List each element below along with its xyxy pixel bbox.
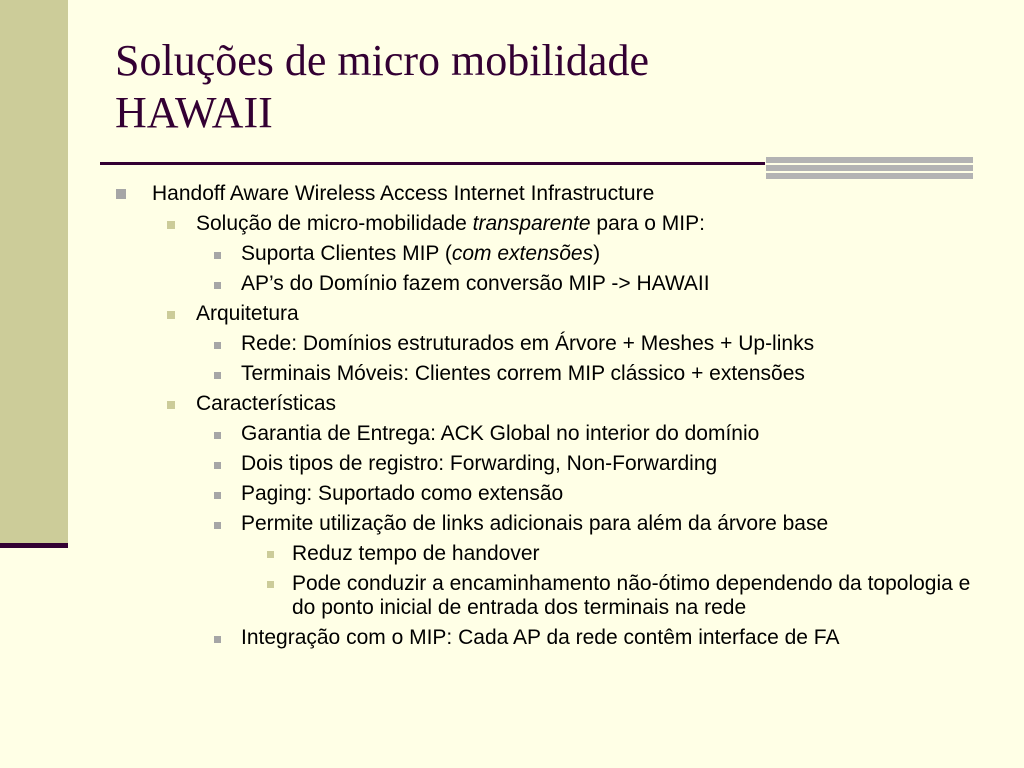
- accent-bars: [766, 157, 973, 179]
- text-italic: transparente: [472, 212, 591, 235]
- square-bullet-icon: [167, 311, 175, 319]
- list-item-level3: [114, 359, 974, 389]
- title-line-2: HAWAII: [115, 87, 273, 137]
- square-bullet-icon: [214, 372, 221, 379]
- list-item-text: Características: [196, 392, 337, 415]
- square-bullet-icon: [116, 189, 126, 199]
- title-line-1: Soluções de micro mobilidade: [115, 36, 649, 85]
- list-item-text: Garantia de Entrega: ACK Global no interior do domínio: [241, 422, 760, 445]
- list-item-level3: [114, 239, 974, 269]
- square-bullet-icon: [167, 401, 175, 409]
- square-bullet-icon: [214, 282, 221, 289]
- list-item-text: [241, 239, 974, 269]
- square-bullet-icon: [214, 342, 221, 349]
- square-bullet-icon: [214, 252, 221, 259]
- list-item-text: AP’s do Domínio fazem conversão MIP -> HAWAII: [241, 272, 710, 295]
- list-item-level1: [114, 179, 974, 209]
- square-bullet-icon: [214, 492, 221, 499]
- text-part: Solução de micro-mobilidade: [196, 212, 473, 235]
- list-item-text: Rede: Domínios estruturados em Árvore + Meshes + Up-links: [241, 332, 815, 355]
- title-rule: [100, 162, 765, 165]
- list-item-text: Paging: Suportado como extensão: [241, 482, 564, 505]
- list-item-level3: [114, 509, 974, 539]
- square-bullet-icon: [214, 432, 221, 439]
- slide-title: [115, 35, 995, 139]
- list-item-text: [196, 209, 974, 239]
- accent-bar: [766, 157, 973, 163]
- list-item-text: Pode conduzir a encaminhamento não-ótimo dependendo da topologia e do ponto inicial de entrada dos terminais na rede: [292, 572, 971, 619]
- list-item-level3: [114, 329, 974, 359]
- square-bullet-icon: [214, 636, 221, 643]
- square-bullet-icon: [214, 462, 221, 469]
- list-item-level4: [114, 539, 974, 569]
- square-bullet-icon: [267, 581, 274, 588]
- list-item-level3: [114, 269, 974, 299]
- list-item-text: Reduz tempo de handover: [292, 542, 540, 565]
- list-item-text: Integração com o MIP: Cada AP da rede contêm interface de FA: [241, 626, 840, 649]
- sidebar-decoration: [0, 0, 68, 545]
- list-item-text: Dois tipos de registro: Forwarding, Non-Forwarding: [241, 452, 718, 475]
- list-item-text: Arquitetura: [196, 302, 299, 325]
- list-item-text: Terminais Móveis: Clientes correm MIP clássico + extensões: [241, 362, 805, 385]
- square-bullet-icon: [267, 551, 274, 558]
- list-item-text: Permite utilização de links adicionais para além da árvore base: [241, 512, 829, 535]
- bullet-list: [114, 179, 974, 653]
- square-bullet-icon: [214, 522, 221, 529]
- list-item-level4: [114, 569, 974, 623]
- sidebar-rule: [0, 543, 68, 548]
- text-italic: com extensões: [451, 242, 594, 265]
- list-item-text: Handoff Aware Wireless Access Internet Infrastructure: [152, 182, 655, 205]
- list-item-level3: [114, 449, 974, 479]
- text-part: ): [593, 242, 601, 265]
- text-part: Suporta Clientes MIP (: [241, 242, 452, 265]
- square-bullet-icon: [167, 221, 175, 229]
- list-item-level3: [114, 479, 974, 509]
- list-item-level3: [114, 623, 974, 653]
- text-part: para o MIP:: [590, 212, 705, 235]
- accent-bar: [766, 165, 973, 171]
- slide-content: [114, 179, 974, 653]
- list-item-level2: [114, 209, 974, 239]
- list-item-level3: [114, 419, 974, 449]
- list-item-level2: [114, 299, 974, 329]
- list-item-level2: [114, 389, 974, 419]
